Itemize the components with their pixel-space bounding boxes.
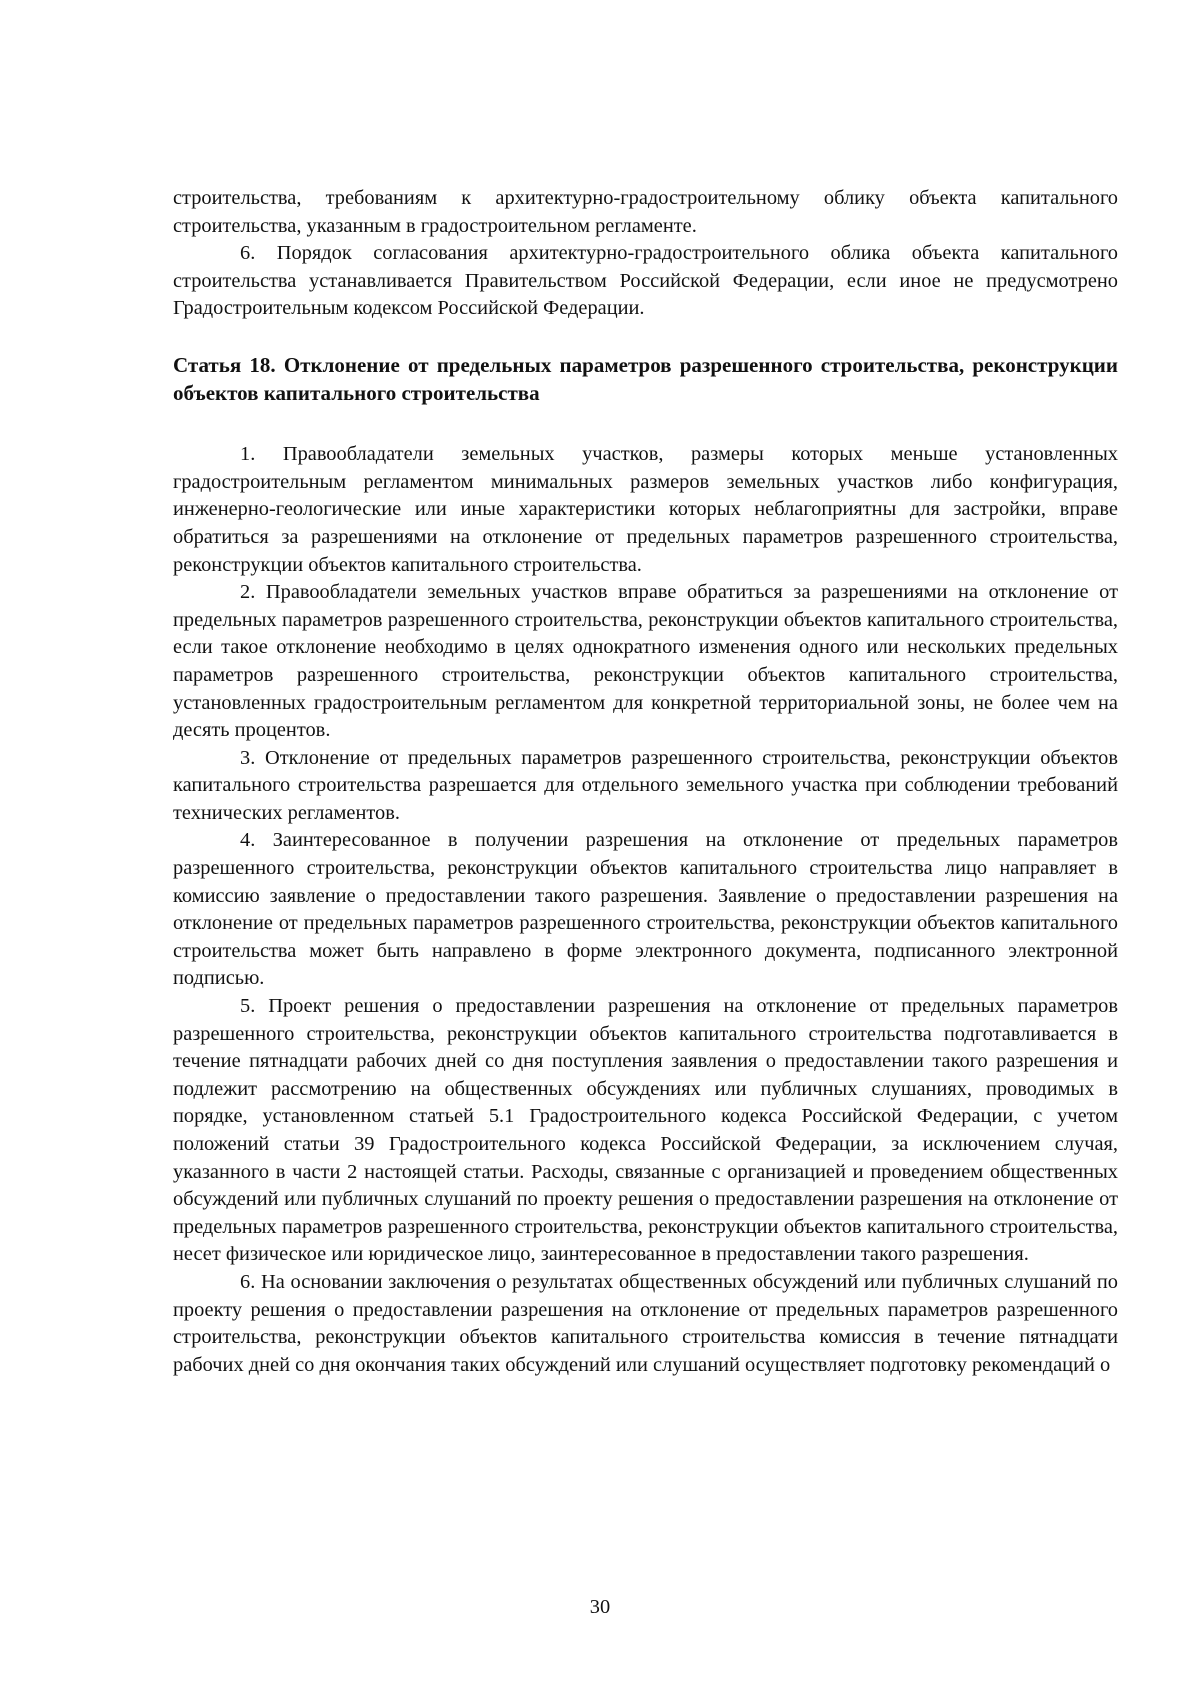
paragraph-item-5: 5. Проект решения о предоставлении разрешения на отклонение от предельных параметров разрешенного строительства, реконструкции объектов капитального строительства подготавливается в течение пятнадцати рабочих дней со дня поступления заявления о предоставлении такого разрешения и подлежит рассмотрению на общественных обсуждениях или публичных слушаниях, проводимых в порядке, установленном статьей 5.1 Градостроительного кодекса Российской Федерации, с учетом положений статьи 39 Градостроительного кодекса Российской Федерации, за исключением случая, указанного в части 2 настоящей статьи. Расходы, связанные с организацией и проведением общественных обсуждений или публичных слушаний по проекту решения о предоставлении разрешения на отклонение от предельных параметров разрешенного строительства, реконструкции объектов капитального строительства, несет физическое или юридическое лицо, заинтересованное в предоставлении такого разрешения.	[173, 995, 1118, 1266]
paragraph-item-4: 4. Заинтересованное в получении разрешения на отклонение от предельных параметров разрешенного строительства, реконструкции объектов капитального строительства лицо направляет в комиссию заявление о предоставлении такого разрешения. Заявление о предоставлении разрешения на отклонение от предельных параметров разрешенного строительства, реконструкции объектов капитального строительства может быть направлено в форме электронного документа, подписанного электронной подписью.	[173, 829, 1118, 990]
page-number: 30	[589, 1596, 611, 1618]
paragraph-item-2: 2. Правообладатели земельных участков вправе обратиться за разрешениями на отклонение от предельных параметров разрешенного строительства, реконструкции объектов капитального строительства, если такое отклонение необходимо в целях однократного изменения одного или нескольких предельных параметров разрешенного строительства, реконструкции объектов капитального строительства, установленных градостроительным регламентом для конкретной территориальной зоны, не более чем на десять процентов.	[173, 581, 1118, 742]
paragraph-continuation: строительства, требованиям к архитектурно-градостроительному облику объекта капитального строительства, указанным в градостроительном регламенте.	[173, 187, 1118, 237]
paragraph-item-3: 3. Отклонение от предельных параметров разрешенного строительства, реконструкции объектов капитального строительства разрешается для отдельного земельного участка при соблюдении требований технических регламентов.	[173, 746, 1118, 824]
document-page	[173, 185, 1118, 1379]
paragraph-item-6: 6. Порядок согласования архитектурно-градостроительного облика объекта капитального строительства устанавливается Правительством Российской Федерации, если иное не предусмотрено Градостроительным кодексом Российской Федерации.	[173, 242, 1118, 320]
article-heading: Статья 18. Отклонение от предельных параметров разрешенного строительства, реконструкции объектов капитального строительства	[173, 352, 1118, 405]
paragraph-item-1: 1. Правообладатели земельных участков, размеры которых меньше установленных градостроительным регламентом минимальных размеров земельных участков либо конфигурация, инженерно-геологические или иные характеристики которых неблагоприятны для застройки, вправе обратиться за разрешениями на отклонение от предельных параметров разрешенного строительства, реконструкции объектов капитального строительства.	[173, 443, 1118, 576]
paragraph-item-6-end: 6. На основании заключения о результатах общественных обсуждений или публичных слушаний по проекту решения о предоставлении разрешения на отклонение от предельных параметров разрешенного строительства, реконструкции объектов капитального строительства комиссия в течение пятнадцати рабочих дней со дня окончания таких обсуждений или слушаний осуществляет подготовку рекомендаций о	[173, 1270, 1118, 1376]
